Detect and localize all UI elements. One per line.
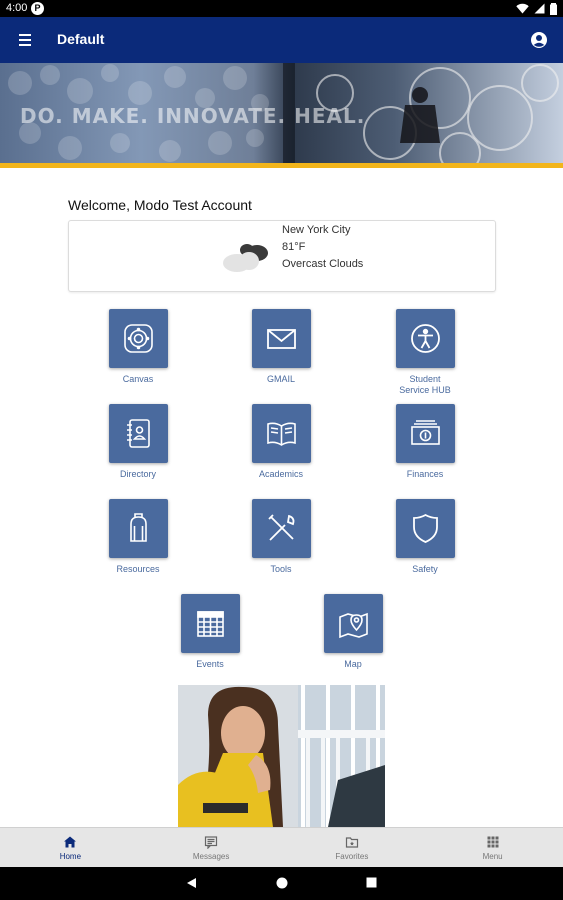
- tools-icon: [265, 512, 298, 545]
- tile-map-label: Map: [344, 659, 362, 669]
- account-circle-icon: [529, 30, 549, 50]
- hamburger-icon: [14, 30, 36, 50]
- app-notification-icon: P: [31, 2, 44, 15]
- nav-messages-label: Messages: [192, 852, 230, 861]
- tile-academics[interactable]: [241, 404, 321, 480]
- home-icon: [63, 835, 77, 849]
- book-icon: [265, 417, 298, 450]
- nav-messages[interactable]: [141, 828, 282, 867]
- tile-events-label: Events: [196, 659, 224, 669]
- tile-student-service-hub[interactable]: [385, 309, 465, 396]
- favorites-folder-icon: [345, 835, 359, 849]
- status-indicators: [516, 2, 557, 15]
- tile-finances-box: [396, 404, 455, 463]
- tile-resources[interactable]: [98, 499, 178, 575]
- bottom-navigation: [0, 827, 563, 867]
- tile-canvas-label: Canvas: [122, 374, 154, 384]
- tile-student-service-hub-box: [396, 309, 455, 368]
- hamburger-menu-button[interactable]: [14, 30, 36, 50]
- home-circle-icon[interactable]: [276, 877, 288, 889]
- map-icon: [337, 607, 370, 640]
- tile-gmail-label: GMAIL: [266, 374, 295, 384]
- tile-resources-box: [109, 499, 168, 558]
- weather-description: Overcast Clouds: [282, 258, 364, 270]
- nav-home-label: Home: [59, 852, 82, 861]
- tile-gmail-box: [252, 309, 311, 368]
- address-book-icon: [122, 417, 155, 450]
- nav-menu-label: Menu: [482, 852, 503, 861]
- tile-events-box: [181, 594, 240, 653]
- nav-home[interactable]: [0, 828, 141, 867]
- mail-icon: [265, 322, 298, 355]
- nav-favorites[interactable]: [282, 828, 423, 867]
- tile-directory-label: Directory: [119, 469, 156, 479]
- tile-tools[interactable]: [241, 499, 321, 575]
- grid-menu-icon: [486, 835, 500, 849]
- tile-tools-box: [252, 499, 311, 558]
- shield-icon: [409, 512, 442, 545]
- promo-photo[interactable]: [178, 685, 385, 827]
- tile-student-service-hub-label: Student Service HUB: [399, 374, 451, 395]
- welcome-message: Welcome, Modo Test Account: [68, 197, 252, 213]
- tile-tools-label: Tools: [270, 564, 292, 574]
- tile-directory-box: [109, 404, 168, 463]
- tile-canvas[interactable]: [98, 309, 178, 385]
- recents-icon[interactable]: [366, 877, 377, 888]
- system-navigation-bar: [0, 867, 563, 900]
- signal-icon: [534, 3, 545, 14]
- messages-icon: [204, 835, 218, 849]
- canvas-icon: [122, 322, 155, 355]
- back-icon[interactable]: [186, 877, 197, 889]
- weather-temperature: 81°F: [282, 241, 306, 253]
- money-icon: [409, 417, 442, 450]
- banner-accent-stripe: [0, 163, 563, 168]
- tile-academics-label: Academics: [258, 469, 303, 479]
- status-bar: [0, 0, 563, 17]
- account-button[interactable]: [529, 30, 549, 50]
- tile-safety-label: Safety: [412, 564, 438, 574]
- tile-map[interactable]: [313, 594, 393, 670]
- hero-banner: [0, 63, 563, 163]
- tile-directory[interactable]: [98, 404, 178, 480]
- tile-academics-box: [252, 404, 311, 463]
- tile-safety[interactable]: [385, 499, 465, 575]
- tile-map-box: [324, 594, 383, 653]
- app-title: Default: [57, 31, 105, 47]
- banner-tagline: DO. MAKE. INNOVATE. HEAL.: [20, 104, 366, 128]
- tile-gmail[interactable]: [241, 309, 321, 385]
- weather-card[interactable]: [68, 220, 496, 292]
- wifi-icon: [516, 3, 529, 14]
- tile-finances[interactable]: [385, 404, 465, 480]
- weather-city: New York City: [282, 224, 351, 236]
- nav-menu[interactable]: [422, 828, 563, 867]
- tile-finances-label: Finances: [406, 469, 444, 479]
- calendar-icon: [194, 607, 227, 640]
- tile-events[interactable]: [170, 594, 250, 670]
- tile-canvas-box: [109, 309, 168, 368]
- status-time: 4:00: [6, 2, 28, 14]
- tile-safety-box: [396, 499, 455, 558]
- battery-icon: [550, 3, 557, 15]
- tile-resources-label: Resources: [116, 564, 160, 574]
- accessibility-icon: [409, 322, 442, 355]
- app-bar: [0, 17, 563, 63]
- overcast-clouds-icon: [221, 239, 273, 273]
- nav-favorites-label: Favorites: [335, 852, 369, 861]
- backpack-icon: [122, 512, 155, 545]
